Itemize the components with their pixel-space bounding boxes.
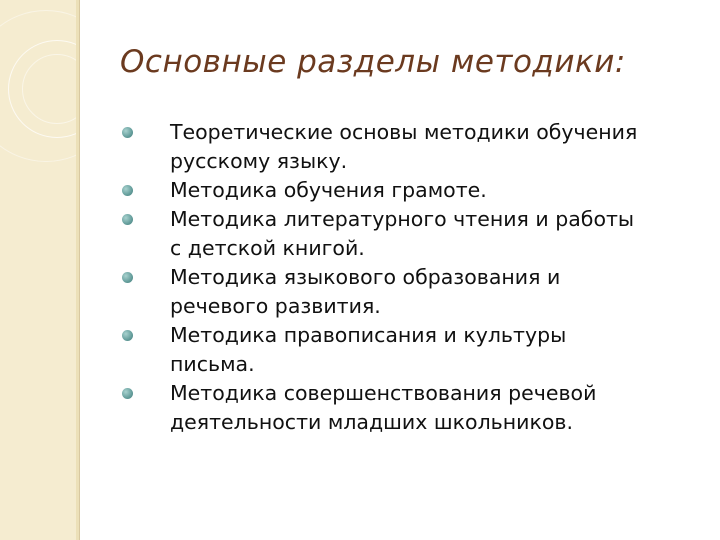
bullet-item — [120, 321, 710, 379]
bullet-list — [120, 118, 710, 437]
bullet-text-line: Методика правописания и культуры — [170, 323, 567, 347]
bullet-item — [120, 176, 710, 205]
bullet-text-line: Методика обучения грамоте. — [170, 178, 487, 202]
bullet-dot-icon — [122, 330, 133, 341]
bullet-dot-icon — [122, 272, 133, 283]
bullet-item — [120, 205, 710, 263]
bullet-text-line: речевого развития. — [170, 294, 381, 318]
bullet-text-line: с детской книгой. — [170, 236, 365, 260]
bullet-item — [120, 263, 710, 321]
slide-title: Основные разделы методики: — [120, 44, 626, 80]
bullet-dot-icon — [122, 388, 133, 399]
side-band-divider — [79, 0, 80, 540]
bullet-text-line: русскому языку. — [170, 149, 348, 173]
bullet-item — [120, 379, 710, 437]
bullet-text-line: Методика совершенствования речевой — [170, 381, 597, 405]
bullet-text-line: деятельности младших школьников. — [170, 410, 574, 434]
bullet-dot-icon — [122, 127, 133, 138]
bullet-item — [120, 118, 710, 176]
bullet-dot-icon — [122, 214, 133, 225]
bullet-dot-icon — [122, 185, 133, 196]
decorative-side-band — [0, 0, 76, 540]
bullet-text-line: Методика литературного чтения и работы — [170, 207, 635, 231]
decorative-circle — [22, 54, 92, 124]
bullet-text-line: Методика языкового образования и — [170, 265, 561, 289]
bullet-text-line: письма. — [170, 352, 255, 376]
bullet-text-line: Теоретические основы методики обучения — [170, 120, 638, 144]
